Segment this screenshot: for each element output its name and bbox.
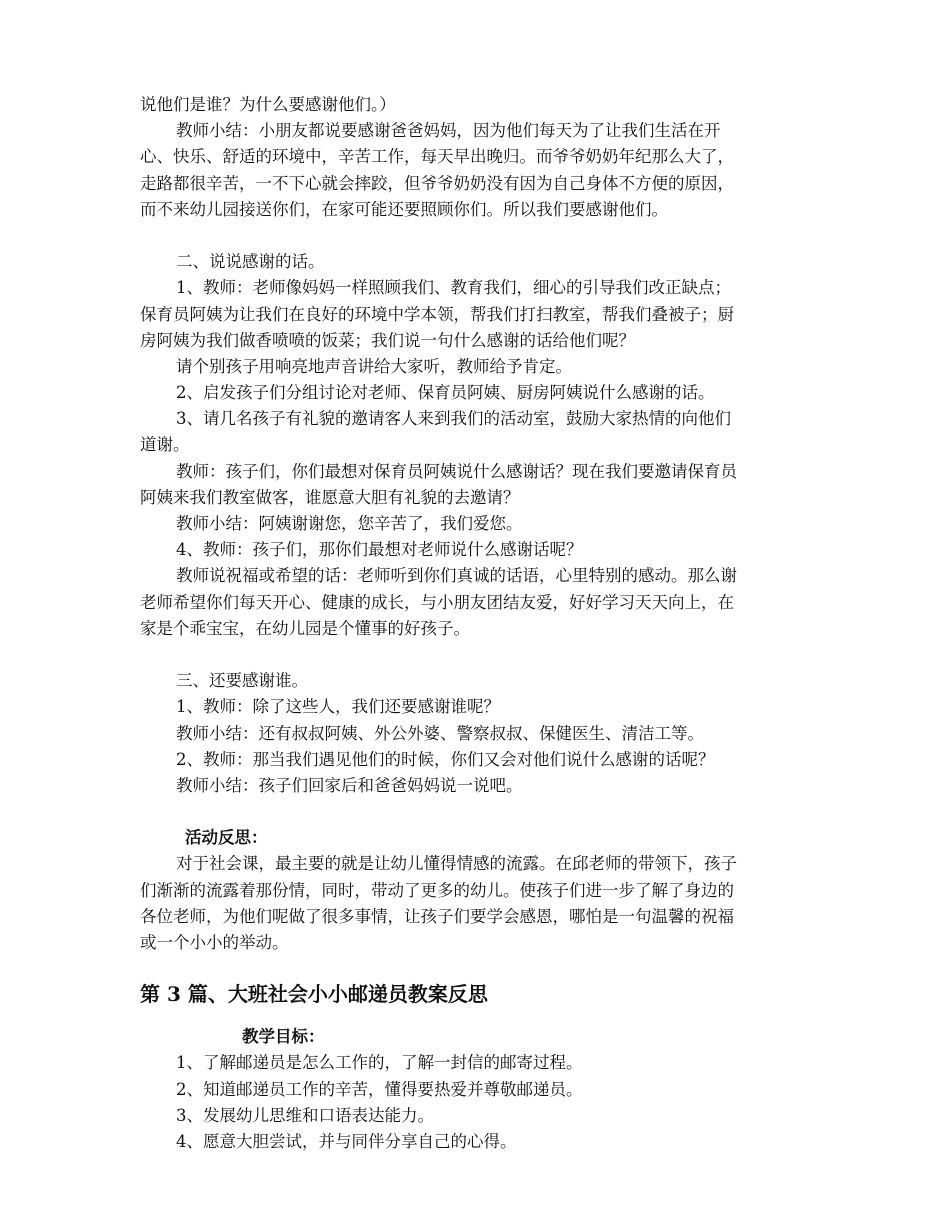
paragraph-line: 保育员阿姨为让我们在良好的环境中学本领，帮我们打扫教室，帮我们叠被子；厨: [140, 304, 734, 324]
paragraph-line: 1、教师：老师像妈妈一样照顾我们、教育我们，细心的引导我们改正缺点；: [176, 278, 731, 298]
paragraph-line: 或一个小小的举动。: [140, 933, 289, 952]
paragraph-line: 阿姨来我们教室做客，谁愿意大胆有礼貌的去邀请？: [140, 487, 520, 507]
reflection-title: 活动反思：: [185, 828, 268, 848]
goals-title: 教学目标：: [242, 1027, 325, 1047]
paragraph-line: 2、启发孩子们分组讨论对老师、保育员阿姨、厨房阿姨说什么感谢的话。: [176, 383, 715, 403]
paragraph-line: 对于社会课，最主要的就是让幼儿懂得情感的流露。在邱老师的带领下，孩子: [176, 854, 737, 874]
paragraph-line: 教师：孩子们，你们最想对保育员阿姨说什么感谢话？现在我们要邀请保育员: [176, 461, 737, 481]
paragraph-line: 道谢。: [140, 435, 190, 455]
paragraph-line: 教师小结：阿姨谢谢您，您辛苦了，我们爱您。: [176, 514, 523, 533]
paragraph-line: 2、教师：那当我们遇见他们的时候，你们又会对他们说什么感谢的话呢？: [176, 749, 715, 769]
paragraph-line: 说他们是谁？为什么要感谢他们。）: [140, 95, 396, 114]
goal-item: 4、愿意大胆尝试，并与同伴分享自己的心得。: [176, 1131, 517, 1151]
paragraph-line: 1、教师：除了这些人，我们还要感谢谁呢？: [176, 697, 500, 717]
paragraph-line: 教师说祝福或希望的话：老师听到你们真诚的话语，心里特别的感动。那么谢: [176, 566, 737, 586]
paragraph-line: 们渐渐的流露着那份情，同时，带动了更多的幼儿。使孩子们进一步了解了身边的: [140, 880, 734, 900]
paragraph-line: 3、请几名孩子有礼貌的邀请客人来到我们的活动室，鼓励大家热情的向他们: [176, 409, 731, 429]
summary-line: 走路都很辛苦，一不下心就会摔跤，但爷爷奶奶没有因为自己身体不方便的原因，: [140, 173, 734, 193]
paragraph-line: 教师小结：孩子们回家后和爸爸妈妈说一说吧。: [176, 775, 523, 795]
goal-item: 2、知道邮递员工作的辛苦，懂得要热爱并尊敬邮递员。: [176, 1079, 583, 1099]
paragraph-line: 4、教师：孩子们，那你们最想对老师说什么感谢话呢？: [176, 540, 583, 560]
goal-item: 3、发展幼儿思维和口语表达能力。: [176, 1105, 434, 1125]
section-title: 二、说说感谢的话。: [176, 252, 325, 272]
paragraph-line: 请个别孩子用响亮地声音讲给大家听，教师给予肯定。: [176, 356, 572, 376]
paragraph-line: 各位老师，为他们呢做了很多事情，让孩子们要学会感恩，哪怕是一句温馨的祝福: [140, 906, 734, 926]
goal-item: 1、了解邮递员是怎么工作的，了解一封信的邮寄过程。: [176, 1053, 583, 1073]
summary-line: 心、快乐、舒适的环境中，辛苦工作，每天早出晚归。而爷爷奶奶年纪那么大了，: [140, 147, 734, 167]
summary-line: 教师小结：小朋友都说要感谢爸爸妈妈，因为他们每天为了让我们生活在开: [176, 121, 721, 141]
document-page: [140, 92, 815, 1155]
paragraph-line: 家是个乖宝宝，在幼儿园是个懂事的好孩子。: [140, 618, 470, 638]
article-heading: 第 3 篇、大班社会小小邮递员教案反思: [140, 982, 488, 1007]
paragraph-line: 教师小结：还有叔叔阿姨、外公外婆、警察叔叔、保健医生、清洁工等。: [176, 723, 704, 743]
paragraph-line: 老师希望你们每天开心、健康的成长，与小朋友团结友爱，好好学习天天向上，在: [140, 592, 734, 612]
section-title: 三、还要感谢谁。: [176, 671, 308, 691]
paragraph-line: 房阿姨为我们做香喷喷的饭菜；我们说一句什么感谢的话给他们呢？: [140, 330, 635, 350]
summary-line: 而不来幼儿园接送你们，在家可能还要照顾你们。所以我们要感谢他们。: [140, 199, 668, 219]
